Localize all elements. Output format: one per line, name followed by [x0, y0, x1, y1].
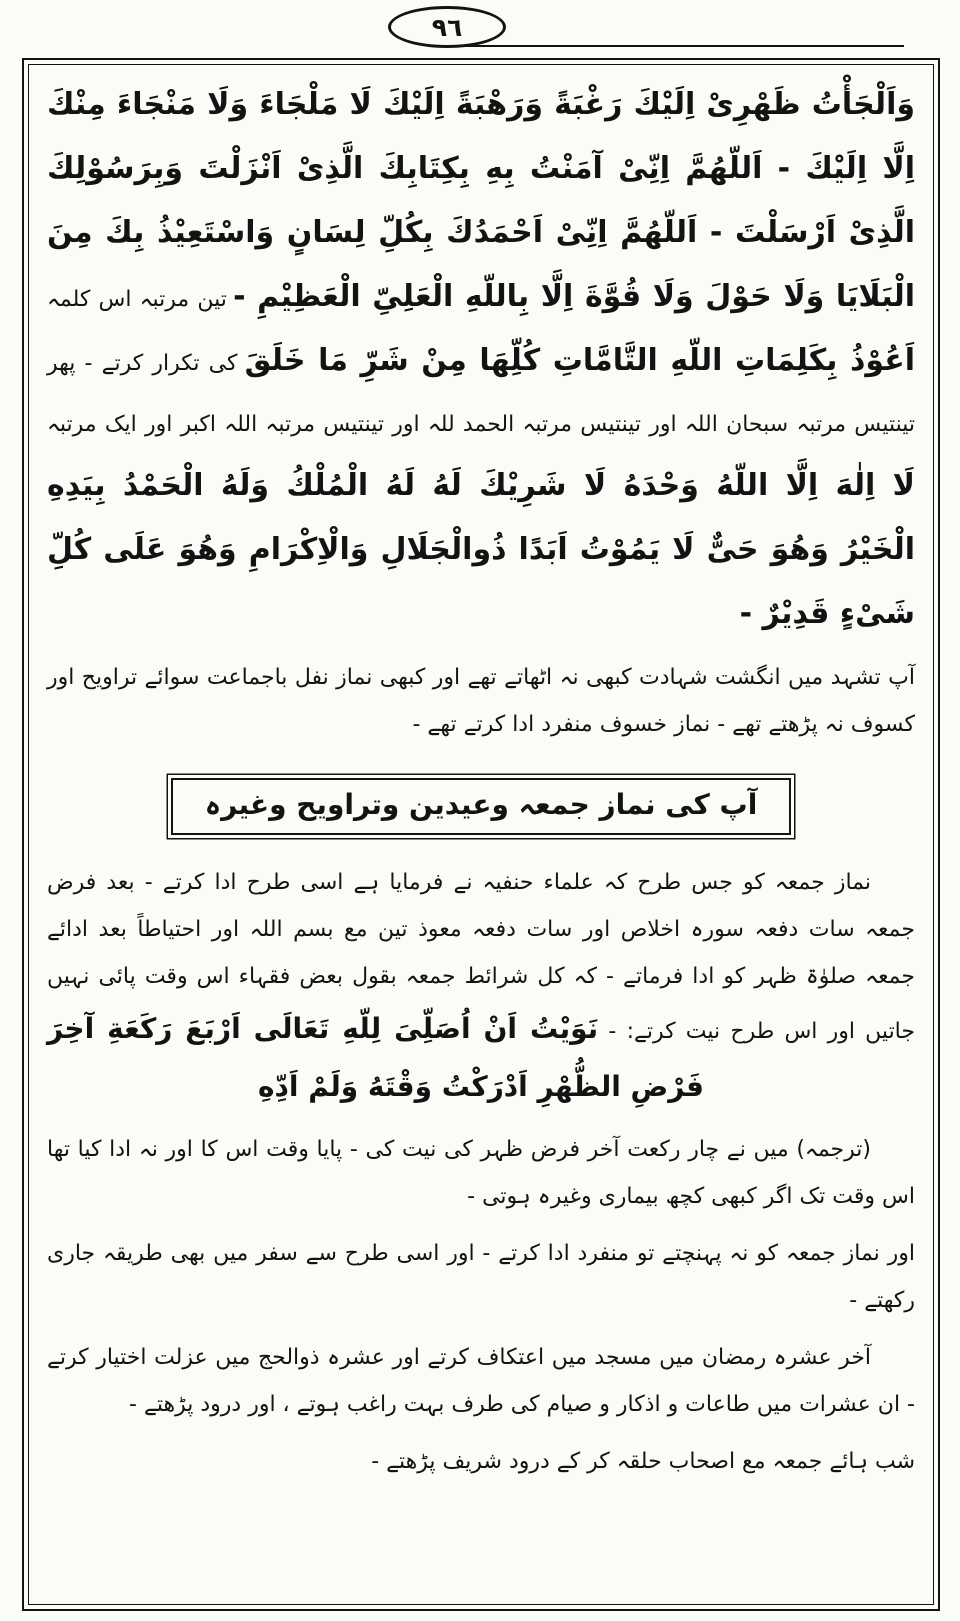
travel-paragraph: اور نماز جمعہ کو نہ پہنچتے تو منفرد ادا کرتے - اور اسی طرح سے سفر میں بھی طریقہ جاری رکھتے -: [47, 1241, 915, 1313]
content-frame-inner: [28, 64, 934, 1605]
section-heading-box: [171, 778, 792, 835]
tashahhud-note-paragraph: آپ تشہد میں انگشت شہادت کبھی نہ اٹھاتے تھے اور کبھی نماز نفل باجماعت سوائے تراویح اور کسوف نہ پڑھتے تھے - نماز خسوف منفرد ادا کرتے تھے -: [47, 665, 915, 737]
section-heading-text: آپ کی نماز جمعہ وعیدین وتراویح وغیرہ: [204, 788, 758, 821]
urdu-note-b: کی تکرار کرتے - پھر تینتیس مرتبہ سبحان اللہ اور تینتیس مرتبہ الحمد للہ اور تینتیس مرتبہ اللہ اکبر اور ایک مرتبہ: [47, 351, 915, 437]
dua-text-3: لَا اِلٰهَ اِلَّا اللّهُ وَحْدَهُ لَا شَرِيْكَ لَهُ لَهُ الْمُلْكُ وَلَهُ الْحَمْدُ بِيَدِهِ الْخَيْرُ وَهُوَ حَىٌّ لَا يَمُوْتُ اَبَدًا ذُوالْجَلَالِ وَالْاِكْرَامِ وَهُوَ عَلَى كُلِّ شَىْءٍ قَدِيْرٌ -: [47, 468, 915, 631]
niyyat-arabic-text: نَوَيْتُ اَنْ اُصَلِّىَ لِلّهِ تَعَالَى اَرْبَعَ رَكَعَةِ آخِرَ فَرْضِ الظُّهْرِ اَدْرَكْتُ وَقْتَهُ وَلَمْ اَدِّهِ: [47, 1012, 704, 1103]
durood-paragraph: شب ہائے جمعہ مع اصحاب حلقہ کر کے درود شریف پڑھتے -: [371, 1449, 915, 1474]
dua-block: [47, 75, 915, 648]
page-number-badge: [388, 6, 506, 48]
content-frame: [22, 58, 940, 1611]
jumua-urdu-text: نماز جمعہ کو جس طرح کہ علماء حنفیہ نے فرمایا ہے اسی طرح ادا کرتے - بعد فرض جمعہ سات دفعہ سورہ اخلاص اور سات دفعہ معوذ تین مع بسم اللہ اور احتیاطاً بعد ادائے جمعہ صلوٰۃ ظہر کو ادا فرماتے - کہ کل شرائط جمعہ بقول بعض فقہاء اس وقت پائی نہیں جاتیں اور اس طرح نیت کرتے: -: [47, 870, 915, 1044]
urdu-note-a: تین مرتبہ اس کلمہ: [47, 287, 227, 312]
itikaf-paragraph: آخر عشرہ رمضان میں مسجد میں اعتکاف کرتے اور عشرہ ذوالحج میں عزلت اختیار کرتے - ان عشرات میں طاعات و اذکار و صیام کی طرف بہت راغب ہوتے ، اور درود پڑھتے -: [47, 1345, 915, 1417]
jumua-paragraph: [47, 859, 915, 1116]
dua-text-1: وَاَلْجَأْتُ ظَهْرِىْ اِلَيْكَ رَغْبَةً وَرَهْبَةً اِلَيْكَ لَا مَلْجَاءَ وَلَا مَنْجَاءَ مِنْكَ اِلَّا اِلَيْكَ - اَللّهُمَّ اِنِّىْ آمَنْتُ بِهِ بِكِتَابِكَ الَّذِىْ اَنْزَلْتَ وَبِرَسُوْلِكَ الَّذِىْ اَرْسَلْتَ - اَللّهُمَّ اِنِّىْ اَحْمَدُكَ بِكُلِّ لِسَانٍ وَاسْتَعِيْذُ بِكَ مِنَ الْبَلَايَا وَلَا حَوْلَ وَلَا قُوَّةَ اِلَّا بِاللّهِ الْعَلِىِّ الْعَظِيْمِ -: [47, 87, 916, 314]
header-rule: [452, 45, 904, 47]
page-number: ٩٦: [431, 12, 463, 42]
dua-text-2: اَعُوْذُ بِكَلِمَاتِ اللّهِ التَّامَّاتِ كُلِّهَا مِنْ شَرِّ مَا خَلَقَ: [244, 343, 915, 378]
translation-paragraph: (ترجمہ) میں نے چار رکعت آخر فرض ظہر کی نیت کی - پایا وقت اس کا اور نہ ادا کیا تھا اس وقت تک اگر کبھی کچھ بیماری وغیرہ ہوتی -: [47, 1137, 915, 1209]
